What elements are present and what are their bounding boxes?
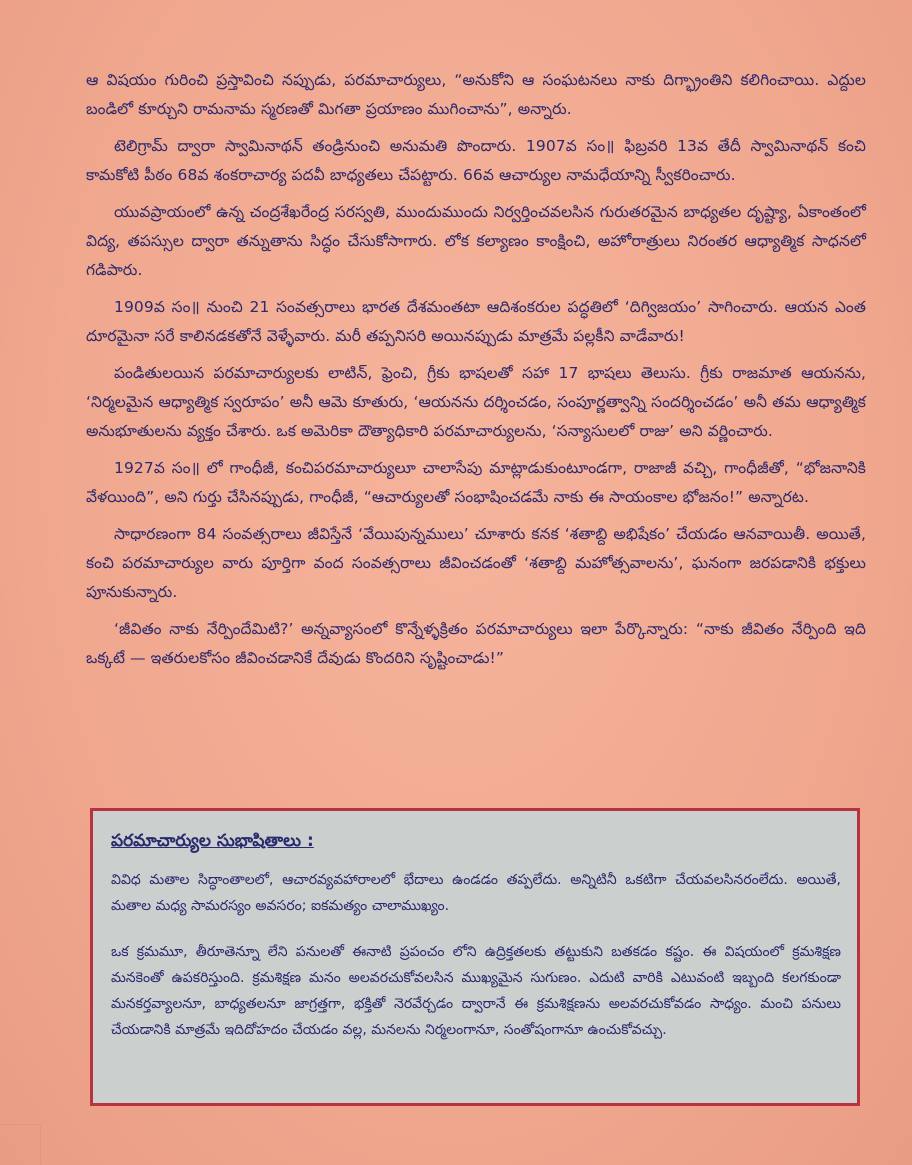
paragraph-3: యువప్రాయంలో ఉన్న చంద్రశేఖరేంద్ర సరస్వతి, ముందుముందు నిర్వర్తించవలసిన గురుతరమైన బాధ్యతల దృష్ట్యా, ఏకాంతంలో విద్య, తపస్సుల ద్వారా తన్నుతాను సిద్ధం చేసుకోసాగారు. లోక కల్యాణం కాంక్షించి, అహోరాత్రులు నిరంతర ఆధ్యాత్మిక సాధనలో గడిపారు. bbox=[86, 203, 866, 279]
saying-2: ఒక క్రమమూ, తీరూతెన్నూ లేని పనులతో ఈనాటి ప్రపంచం లోని ఉద్రిక్తతలకు తట్టుకుని బతకడం కష్టం. ఈ విషయంలో క్రమశిక్షణ మనకెంతో ఉపకరిస్తుంది. క్రమశిక్షణ మనం అలవరచుకోవలసిన ముఖ్యమైన సుగుణం. ఎదుటి వారికి ఎటువంటి ఇబ్బంది కలగకుండా మనకర్తవ్యాలనూ, బాధ్యతలనూ జాగ్రత్తగా, భక్తితో నెరవేర్చడం ద్వారానే ఈ క్రమశిక్షణను అలవరచుకోవడం సాధ్యం. మంచి పనులు చేయడానికి మాత్రమే ఇదిదోహదం చేయడం వల్ల, మనలను నిర్మలంగానూ, సంతోషంగానూ ఉంచుకోవచ్చు. bbox=[111, 944, 841, 1038]
paragraph-2: టెలిగ్రామ్ ద్వారా స్వామినాథన్ తండ్రినుంచి అనుమతి పొందారు. 1907వ సం॥ ఫిబ్రవరి 13వ తేదీ స్వామినాథన్ కంచి కామకోటి పీఠం 68వ శంకరాచార్య పదవీ బాధ్యతలు చేపట్టారు. 66వ ఆచార్యుల నామధేయాన్ని స్వీకరించారు. bbox=[86, 137, 866, 184]
paragraph-8: ‘జీవితం నాకు నేర్పిందేమిటి?’ అన్నవ్యాసంలో కొన్నేళ్ళక్రితం పరమాచార్యులు ఇలా పేర్కొన్నారు: “నాకు జీవితం నేర్పింది ఇది ఒక్కటే — ఇతరులకోసం జీవించడానికే దేవుడు కొందరిని సృష్టించాడు!” bbox=[86, 620, 866, 667]
paragraph-7: సాధారణంగా 84 సంవత్సరాలు జీవిస్తేనే ‘వేయిపున్నములు’ చూశారు కనక ‘శతాబ్ది అభిషేకం’ చేయడం ఆనవాయితీ. అయితే, కంచి పరమాచార్యుల వారు పూర్తిగా వంద సంవత్సరాలు జీవించడంతో ‘శతాబ్ది మహోత్సవాలను’, ఘనంగా జరపడానికి భక్తులు పూనుకున్నారు. bbox=[86, 525, 866, 601]
paragraph-4: 1909వ సం॥ నుంచి 21 సంవత్సరాలు భారత దేశమంతటా ఆదిశంకరుల పద్ధతిలో ‘దిగ్విజయం’ సాగించారు. ఆయన ఎంత దూరమైనా సరే కాలినడకతోనే వెళ్ళేవారు. మరీ తప్పనిసరి అయినప్పుడు మాత్రమే పల్లకీని వాడేవారు! bbox=[86, 298, 866, 345]
page-corner-mark bbox=[0, 1124, 41, 1165]
paragraph-1: ఆ విషయం గురించి ప్రస్తావించి నప్పుడు, పరమాచార్యులు, “అనుకోని ఆ సంఘటనలు నాకు దిగ్భ్రాంతిని కలిగించాయి. ఎద్దుల బండిలో కూర్చుని రామనామ స్మరణతో మిగతా ప్రయాణం ముగించాను”, అన్నారు. bbox=[86, 71, 866, 118]
sayings-box bbox=[90, 808, 860, 1106]
paragraph-6: 1927వ సం॥ లో గాంధీజీ, కంచిపరమాచార్యులూ చాలాసేపు మాట్లాడుకుంటూండగా, రాజాజీ వచ్చి, గాంధీజీతో, “భోజనానికి వేళయింది”, అని గుర్తు చేసినప్పుడు, గాంధీజీ, “ఆచార్యులతో సంభాషించడమే నాకు ఈ సాయంకాల భోజనం!” అన్నారట. bbox=[86, 459, 866, 506]
saying-1: వివిధ మతాల సిద్ధాంతాలలో, ఆచారవ్యవహారాలలో భేదాలు ఉండడం తప్పలేదు. అన్నిటినీ ఒకటిగా చేయవలసినరంలేదు. అయితే, మతాల మధ్య సామరస్యం అవసరం; ఐకమత్యం చాలాముఖ్యం. bbox=[111, 872, 841, 914]
paragraph-5: పండితులయిన పరమాచార్యులకు లాటిన్, ఫ్రెంచి, గ్రీకు భాషలతో సహా 17 భాషలు తెలుసు. గ్రీకు రాజమాత ఆయనను, ‘నిర్మలమైన ఆధ్యాత్మిక స్వరూపం’ అనీ ఆమె కూతురు, ‘ఆయనను దర్శించడం, సంపూర్ణత్వాన్ని సందర్శించడం’ అనీ తమ ఆధ్యాత్మిక అనుభూతులను వ్యక్తం చేశారు. ఒక అమెరికా దౌత్యాధికారి పరమాచార్యులను, ‘సన్యాసులలో రాజు’ అని వర్ణించారు. bbox=[86, 364, 866, 440]
body-text bbox=[86, 66, 866, 681]
sayings-title: పరమాచార్యుల సుభాషితాలు : bbox=[111, 831, 314, 851]
